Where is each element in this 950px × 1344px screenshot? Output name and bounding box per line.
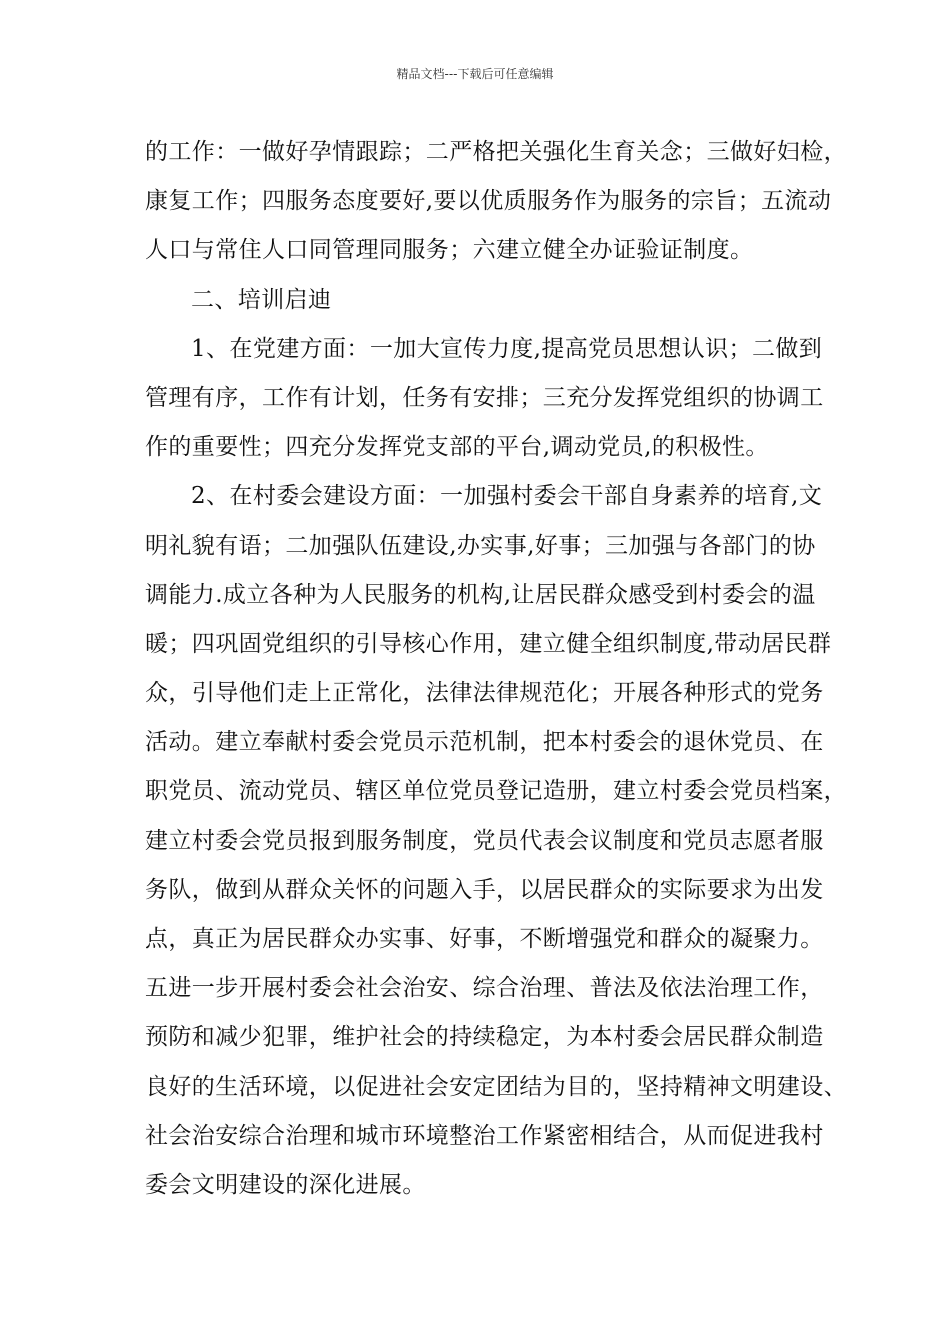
text-line: 暖；四巩固党组织的引导核心作用，建立健全组织制度,带动居民群 <box>145 630 832 657</box>
text-line: 2、在村委会建设方面：一加强村委会干部自身素养的培育,文 <box>191 483 823 510</box>
text-line: 人口与常住人口同管理同服务；六建立健全办证验证制度。 <box>145 237 754 264</box>
text-line: 社会治安综合治理和城市环境整治工作紧密相结合，从而促进我村 <box>145 1122 824 1149</box>
text-line: 明礼貌有语；二加强队伍建设,办实事,好事；三加强与各部门的协 <box>145 532 816 559</box>
page-header: 精品文档---下载后可任意编辑 <box>396 67 554 81</box>
text-line: 建立村委会党员报到服务制度，党员代表会议制度和党员志愿者服 <box>145 827 824 854</box>
text-line: 作的重要性；四充分发挥党支部的平台,调动党员,的积极性。 <box>145 434 769 461</box>
text-line: 五进一步开展村委会社会治安、综合治理、普法及依法治理工作， <box>145 975 824 1002</box>
text-line: 委会文明建设的深化进展。 <box>145 1171 426 1198</box>
text-line: 管理有序，工作有计划，任务有安排；三充分发挥党组织的协调工 <box>145 384 824 411</box>
text-line: 调能力.成立各种为人民服务的机构,让居民群众感受到村委会的温 <box>145 581 816 608</box>
text-line: 康复工作；四服务态度要好,要以优质服务作为服务的宗旨；五流动 <box>145 188 832 215</box>
text-line: 众，引导他们走上正常化，法律法律规范化；开展各种形式的党务 <box>145 680 824 707</box>
text-line: 预防和减少犯罪，维护社会的持续稳定，为本村委会居民群众制造 <box>145 1024 824 1051</box>
text-line: 1、在党建方面：一加大宣传力度,提高党员思想认识；二做到 <box>191 335 823 362</box>
section-heading: 二、培训启迪 <box>191 286 332 313</box>
text-line: 职党员、流动党员、辖区单位党员登记造册，建立村委会党员档案， <box>145 778 847 805</box>
text-line: 点，真正为居民群众办实事、好事，不断增强党和群众的凝聚力。 <box>145 926 824 952</box>
text-line: 良好的生活环境，以促进社会安定团结为目的，坚持精神文明建设、 <box>145 1073 847 1100</box>
document-body <box>145 128 847 1210</box>
text-line: 的工作：一做好孕情跟踪；二严格把关强化生育关念；三做好妇检， <box>145 139 847 165</box>
text-line: 活动。建立奉献村委会党员示范机制，把本村委会的退休党员、在 <box>145 729 824 756</box>
text-line: 务队，做到从群众关怀的问题入手，以居民群众的实际要求为出发 <box>145 876 824 903</box>
